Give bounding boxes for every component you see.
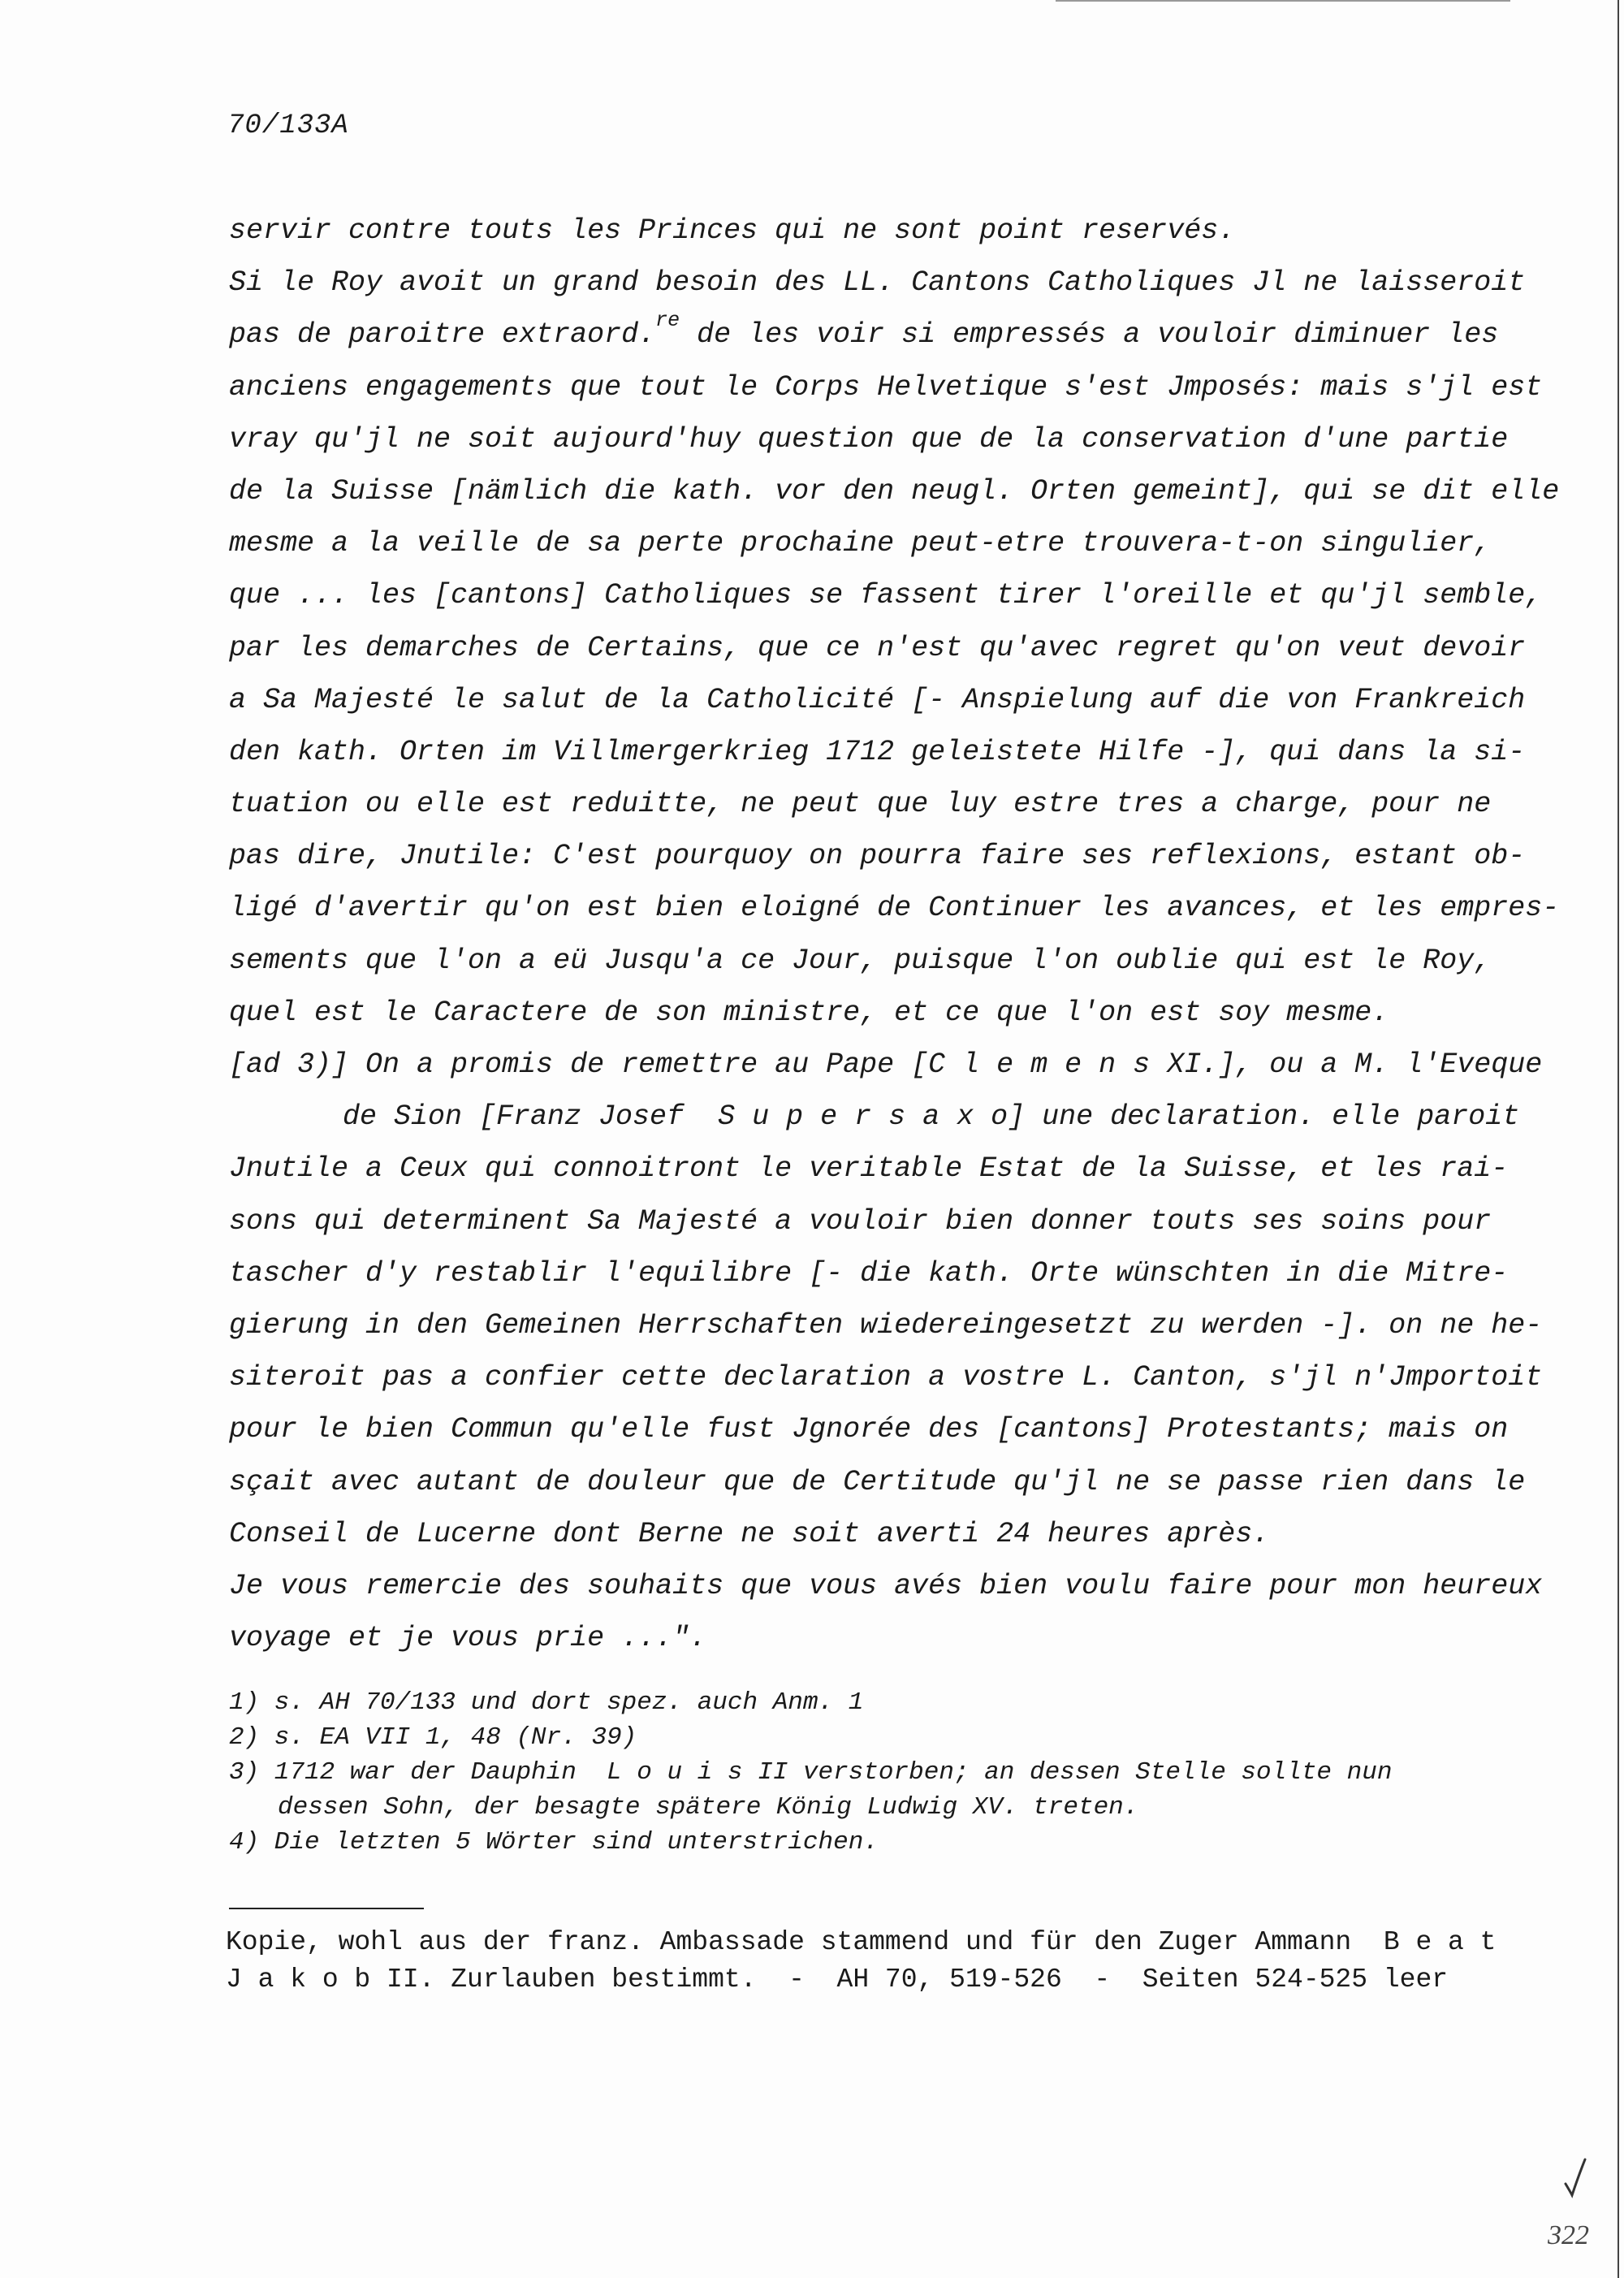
- body-line: a Sa Majesté le salut de la Catholicité [- Anspielung auf die von Frankreich: [229, 683, 1526, 716]
- letter-body: [229, 205, 1561, 1664]
- body-line: que ... les [cantons] Catholiques se fassent tirer l'oreille et qu'jl semble,: [229, 579, 1543, 612]
- body-line: den kath. Orten im Villmergerkrieg 1712 geleistete Hilfe -], qui dans la si-: [229, 735, 1526, 768]
- body-line: tuation ou elle est reduitte, ne peut que luy estre tres a charge, pour ne: [229, 788, 1492, 821]
- document-reference: 70/133A: [227, 110, 349, 141]
- body-line: tascher d'y restablir l'equilibre [- die kath. Orte wünschten in die Mitre-: [229, 1256, 1509, 1290]
- body-line: anciens engagements que tout le Corps Helvetique s'est Jmposés: mais s'jl est: [229, 370, 1543, 404]
- margin-number: 322: [1548, 2220, 1589, 2250]
- body-line: Jnutile a Ceux qui connoitront le veritable Estat de la Suisse, et les rai-: [229, 1152, 1509, 1186]
- body-line: mesme a la veille de sa perte prochaine peut-etre trouvera-t-on singulier,: [229, 527, 1492, 560]
- body-line: sements que l'on a eü Jusqu'a ce Jour, puisque l'on oublie qui est le Roy,: [229, 944, 1492, 977]
- footnote-3-continued: dessen Sohn, der besagte spätere König Ludwig XV. treten.: [278, 1793, 1139, 1822]
- checkmark-icon: [1543, 2156, 1608, 2254]
- footnote-2: 2) s. EA VII 1, 48 (Nr. 39): [229, 1723, 637, 1752]
- page-edge-top: [1056, 0, 1510, 2]
- body-line: Conseil de Lucerne dont Berne ne soit averti 24 heures après.: [229, 1517, 1270, 1550]
- divider-rule: [229, 1908, 424, 1909]
- body-line: vray qu'jl ne soit aujourd'huy question que de la conservation d'une partie: [229, 422, 1509, 456]
- body-line: voyage et je vous prie ...".: [229, 1622, 707, 1655]
- superscript: re: [655, 309, 680, 333]
- source-line-2: J a k o b II. Zurlauben bestimmt. - AH 70, 519-526 - Seiten 524-525 leer: [226, 1965, 1449, 1995]
- body-line: servir contre touts les Princes qui ne sont point reservés.: [229, 214, 1236, 247]
- footnote-4: 4) Die letzten 5 Wörter sind unterstrichen.: [229, 1828, 879, 1857]
- source-line-1: Kopie, wohl aus der franz. Ambassade stammend und für den Zuger Ammann B e a t: [226, 1927, 1497, 1957]
- body-line: [229, 309, 1561, 361]
- body-line: Si le Roy avoit un grand besoin des LL. Cantons Catholiques Jl ne laisseroit: [229, 266, 1526, 300]
- body-line: pas dire, Jnutile: C'est pourquoy on pourra faire ses reflexions, estant ob-: [229, 840, 1526, 873]
- footnote-1: 1) s. AH 70/133 und dort spez. auch Anm. 1: [229, 1688, 864, 1717]
- body-line: quel est le Caractere de son ministre, et ce que l'on est soy mesme.: [229, 996, 1389, 1029]
- body-line: de la Suisse [nämlich die kath. vor den neugl. Orten gemeint], qui se dit elle: [229, 474, 1560, 508]
- body-line: sçait avec autant de douleur que de Certitude qu'jl ne se passe rien dans le: [229, 1465, 1526, 1498]
- footnote-3: 3) 1712 war der Dauphin L o u i s II verstorben; an dessen Stelle sollte nun: [229, 1758, 1393, 1787]
- body-line: pour le bien Commun qu'elle fust Jgnorée des [cantons] Protestants; mais on: [229, 1413, 1509, 1446]
- body-line: siteroit pas a confier cette declaration a vostre L. Canton, s'jl n'Jmportoit: [229, 1361, 1543, 1394]
- body-line: ligé d'avertir qu'on est bien eloigné de Continuer les avances, et les empres-: [229, 892, 1560, 925]
- body-line: de Sion [Franz Josef S u p e r s a x o] une declaration. elle paroit: [343, 1100, 1520, 1134]
- body-line: gierung in den Gemeinen Herrschaften wiedereingesetzt zu werden -]. on ne he-: [229, 1308, 1543, 1342]
- page-edge-right: [1618, 0, 1619, 2278]
- source-note: [226, 1924, 1606, 1999]
- footnotes: [229, 1685, 1561, 1860]
- body-line-part: de les voir si empressés a vouloir diminuer les: [680, 318, 1499, 352]
- body-line: par les demarches de Certains, que ce n'est qu'avec regret qu'on veut devoir: [229, 631, 1526, 664]
- body-line: Je vous remercie des souhaits que vous avés bien voulu faire pour mon heureux: [229, 1569, 1543, 1602]
- body-line-part: pas de paroitre extraord.: [229, 318, 656, 352]
- handwritten-check-mark: [1543, 2156, 1608, 2254]
- body-line: [ad 3)] On a promis de remettre au Pape [C l e m e n s XI.], ou a M. l'Eveque: [229, 1048, 1543, 1081]
- body-line: sons qui determinent Sa Majesté a vouloir bien donner touts ses soins pour: [229, 1204, 1492, 1238]
